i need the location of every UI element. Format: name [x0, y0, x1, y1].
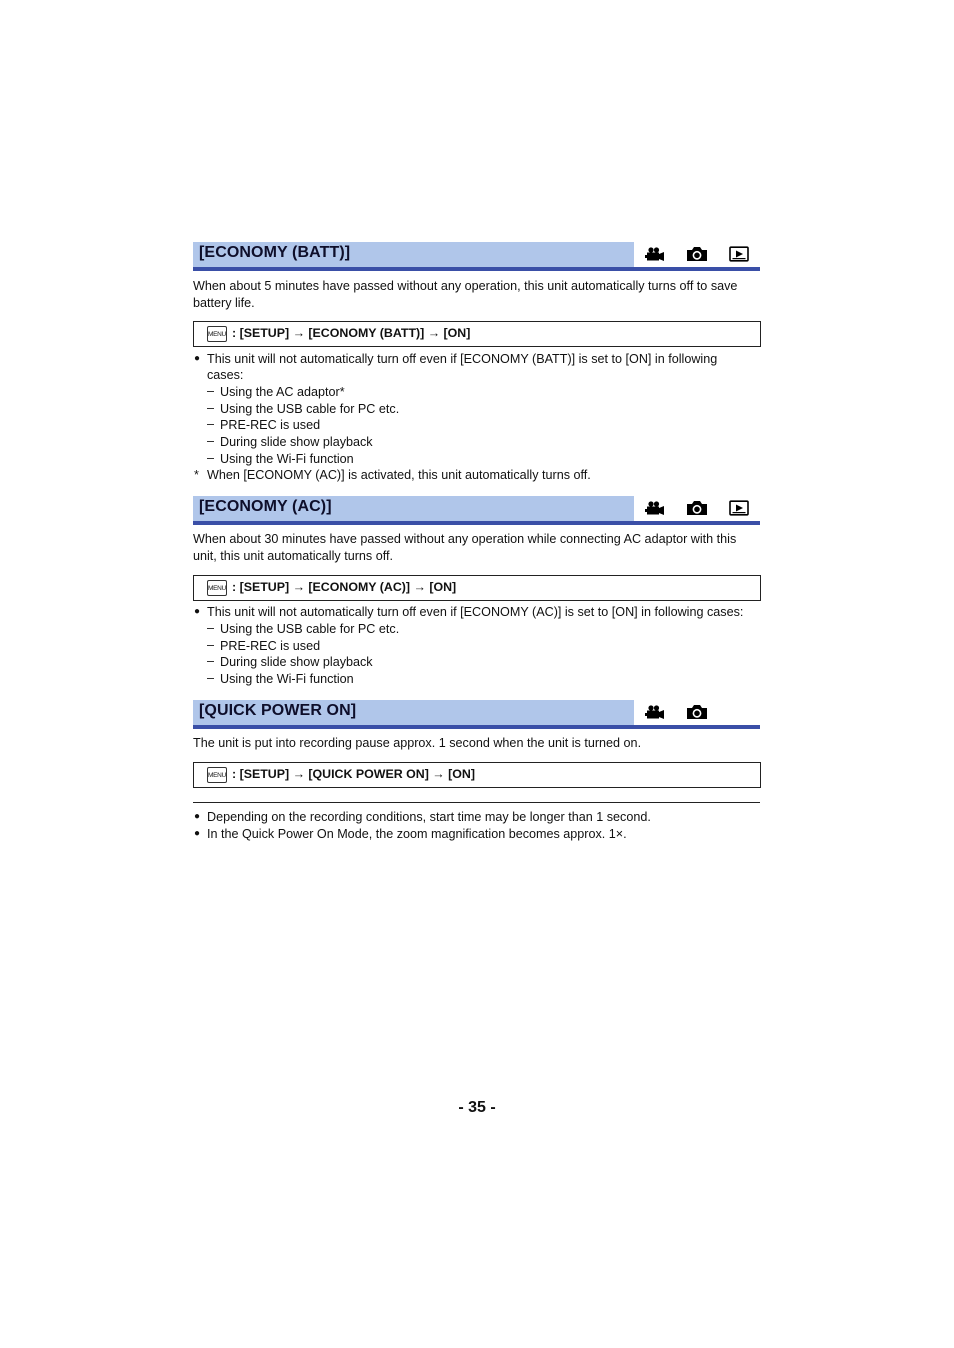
intro-line: unit, this unit automatically turns off. — [193, 548, 393, 563]
movie-camera-icon — [645, 704, 665, 720]
section-title-box — [193, 242, 634, 267]
divider — [193, 802, 760, 803]
still-camera-icon — [686, 246, 708, 262]
section-title: [QUICK POWER ON] — [199, 702, 357, 719]
bullet-line: cases: — [207, 368, 244, 382]
movie-camera-icon — [645, 246, 665, 262]
section-title: [ECONOMY (AC)] — [199, 498, 332, 515]
section-title-box — [193, 496, 634, 521]
still-camera-icon — [686, 500, 708, 516]
section-rule — [193, 267, 760, 271]
intro-paragraph — [193, 735, 760, 752]
playback-icon — [729, 246, 749, 262]
bullet-icon: ● — [194, 606, 201, 617]
dash-item: Using the AC adaptor* — [220, 385, 345, 399]
intro-paragraph — [193, 278, 760, 312]
dash-item: During slide show playback — [220, 655, 373, 669]
dash-icon: – — [207, 434, 215, 448]
dash-icon: – — [207, 451, 215, 465]
dash-item: PRE-REC is used — [220, 639, 321, 653]
note-line: Depending on the recording conditions, start time may be longer than 1 second. — [207, 810, 651, 824]
note-line: In the Quick Power On Mode, the zoom magnification becomes approx. 1×. — [207, 827, 627, 841]
dash-icon: – — [207, 671, 215, 685]
section-header-economy-batt — [193, 242, 760, 272]
section-title-box — [193, 700, 634, 725]
dash-item: Using the Wi-Fi function — [220, 452, 354, 466]
dash-icon: – — [207, 417, 215, 431]
dash-item: PRE-REC is used — [220, 418, 321, 432]
section-title: [ECONOMY (BATT)] — [199, 244, 351, 261]
menu-icon: MENU — [207, 580, 227, 596]
intro-line: battery life. — [193, 295, 255, 310]
dash-icon: – — [207, 638, 215, 652]
page-number: - 35 - — [458, 1099, 496, 1116]
section-header-economy-ac — [193, 496, 760, 526]
bullet-line: This unit will not automatically turn off even if [ECONOMY (AC)] is set to [ON] in following cases: — [207, 605, 744, 619]
footnote: When [ECONOMY (AC)] is activated, this unit automatically turns off. — [207, 468, 591, 482]
dash-icon: – — [207, 401, 215, 415]
dash-item: Using the Wi-Fi function — [220, 672, 354, 686]
bullet-line: This unit will not automatically turn off even if [ECONOMY (BATT)] is set to [ON] in following — [207, 352, 718, 366]
dash-icon: – — [207, 621, 215, 635]
dash-item: During slide show playback — [220, 435, 373, 449]
dash-item: Using the USB cable for PC etc. — [220, 402, 400, 416]
menu-path: : [SETUP] → [QUICK POWER ON] → [ON] — [232, 767, 475, 781]
section-rule — [193, 521, 760, 525]
still-camera-icon — [686, 704, 708, 720]
bullet-icon: ● — [194, 828, 201, 839]
dash-item: Using the USB cable for PC etc. — [220, 622, 400, 636]
dash-icon: – — [207, 384, 215, 398]
menu-path-box — [193, 575, 761, 601]
menu-path: : [SETUP] → [ECONOMY (BATT)] → [ON] — [232, 326, 471, 340]
menu-path-box — [193, 762, 761, 788]
playback-icon — [729, 500, 749, 516]
bullet-icon: ● — [194, 353, 201, 364]
menu-path: : [SETUP] → [ECONOMY (AC)] → [ON] — [232, 580, 457, 594]
dash-icon: – — [207, 654, 215, 668]
intro-paragraph — [193, 531, 760, 565]
movie-camera-icon — [645, 500, 665, 516]
bullet-icon: ● — [194, 811, 201, 822]
section-rule — [193, 725, 760, 729]
menu-icon: MENU — [207, 767, 227, 783]
intro-line: The unit is put into recording pause approx. 1 second when the unit is turned on. — [193, 736, 642, 750]
intro-line: When about 5 minutes have passed without any operation, this unit automatically turns off to save — [193, 279, 738, 293]
section-header-quick-power-on — [193, 700, 760, 730]
menu-path-box — [193, 321, 761, 347]
menu-icon: MENU — [207, 326, 227, 342]
footnote-mark: * — [194, 468, 199, 482]
intro-line: When about 30 minutes have passed without any operation while connecting AC adaptor with this — [193, 532, 737, 546]
